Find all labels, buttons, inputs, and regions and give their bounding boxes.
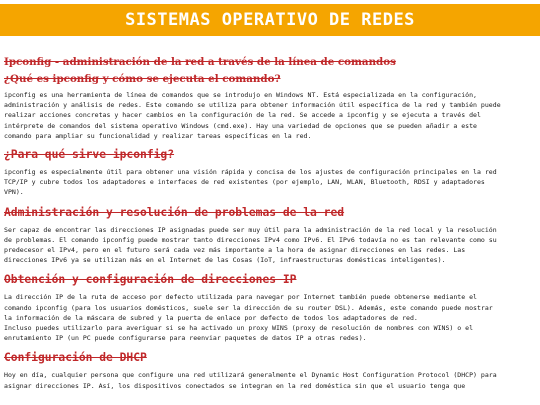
paragraph-obtencion	[4, 292, 536, 343]
text-line: TCP/IP y cubre todos los adaptadores e interfaces de red existentes (por ejemplo, LAN, WLAN, Bluetooth, RDSI y adaptadores	[4, 178, 485, 187]
title-banner	[0, 4, 540, 36]
section-heading-que-es: ¿Qué es ipconfig y cómo se ejecuta el comando?	[4, 73, 281, 85]
text-line: predecesor el IPv4, pero en el futuro será cada vez más importante a la hora de asignar direcciones en las redes. Las	[4, 246, 466, 255]
text-line: asignar direcciones IP. Así, los dispositivos conectados se integran en la red doméstica sin que el usuario tenga que	[4, 381, 466, 390]
paragraph-dhcp	[4, 370, 536, 390]
text-line: comando ipconfig (para los usuarios domésticos, suele ser la dirección de su router DSL). Además, este comando puede mostrar	[4, 303, 493, 312]
text-line: La dirección IP de la ruta de acceso por defecto utilizada para navegar por Internet también puede obtenerse mediante el	[4, 293, 477, 302]
text-line: ipconfig es una herramienta de línea de comandos que se introdujo en Windows NT. Está especializada en la configuración,	[4, 91, 477, 99]
text-line: ipconfig es especialmente útil para obtener una visión rápida y concisa de los ajustes de configuración principales en la red	[4, 168, 497, 177]
paragraph-que-es	[4, 90, 536, 141]
text-line: Hoy en día, cualquier persona que configure una red utilizará generalmente el Dynamic Host Configuration Protocol (DHCP) para	[4, 371, 497, 380]
text-line: de problemas. El comando ipconfig puede mostrar tanto direcciones IPv4 como IPv6. El IPv6 todavía no es tan relevante como su	[4, 235, 497, 244]
text-line: enrutamiento IP (un PC puede configurarse para reenviar paquetes de datos IP a otras redes).	[4, 334, 367, 343]
section-heading-ipconfig-admin: Ipconfig - administración de la red a través de la línea de comandos	[4, 56, 396, 68]
section-heading-administracion: Administración y resolución de problemas de la red	[4, 205, 345, 219]
text-line: intérprete de comandos del sistema operativo Windows (cmd.exe). Hay una variedad de opciones que se pueden añadir a este	[4, 121, 477, 130]
paragraph-para-que	[4, 167, 536, 198]
text-line: VPN).	[4, 188, 24, 197]
section-heading-obtencion: Obtención y configuración de direcciones IP	[4, 273, 297, 287]
text-line: direcciones IPv6 ya se utilizan más en el Internet de las Cosas (IoT, infraestructuras domésticas inteligentes).	[4, 256, 446, 265]
section-heading-dhcp: Configuración de DHCP	[4, 351, 147, 365]
text-line: administración y análisis de redes. Este comando se utiliza para obtener información útil específica de la red y también puede	[4, 101, 501, 110]
text-line: Ser capaz de encontrar las direcciones IP asignadas puede ser muy útil para la administración de la red local y la resolución	[4, 225, 497, 234]
paragraph-administracion	[4, 225, 536, 266]
text-line: Incluso puedes utilizarlo para averiguar si se ha activado un proxy WINS (proxy de resolución de nombres con WINS) o el	[4, 324, 474, 333]
text-line: la información de la máscara de subred y la puerta de enlace por defecto de todos los adaptadores de red.	[4, 313, 418, 322]
section-heading-para-que: ¿Para qué sirve ipconfig?	[4, 148, 175, 162]
text-line: realizar acciones concretas y hacer cambios en la configuración de la red. Se accede a ipconfig y se ejecuta a través del	[4, 111, 481, 120]
article-content	[4, 56, 536, 391]
page-title: SISTEMAS OPERATIVO DE REDES	[125, 10, 415, 30]
text-line: comando para ampliar su funcionalidad y realizar tareas específicas en la red.	[4, 131, 312, 140]
